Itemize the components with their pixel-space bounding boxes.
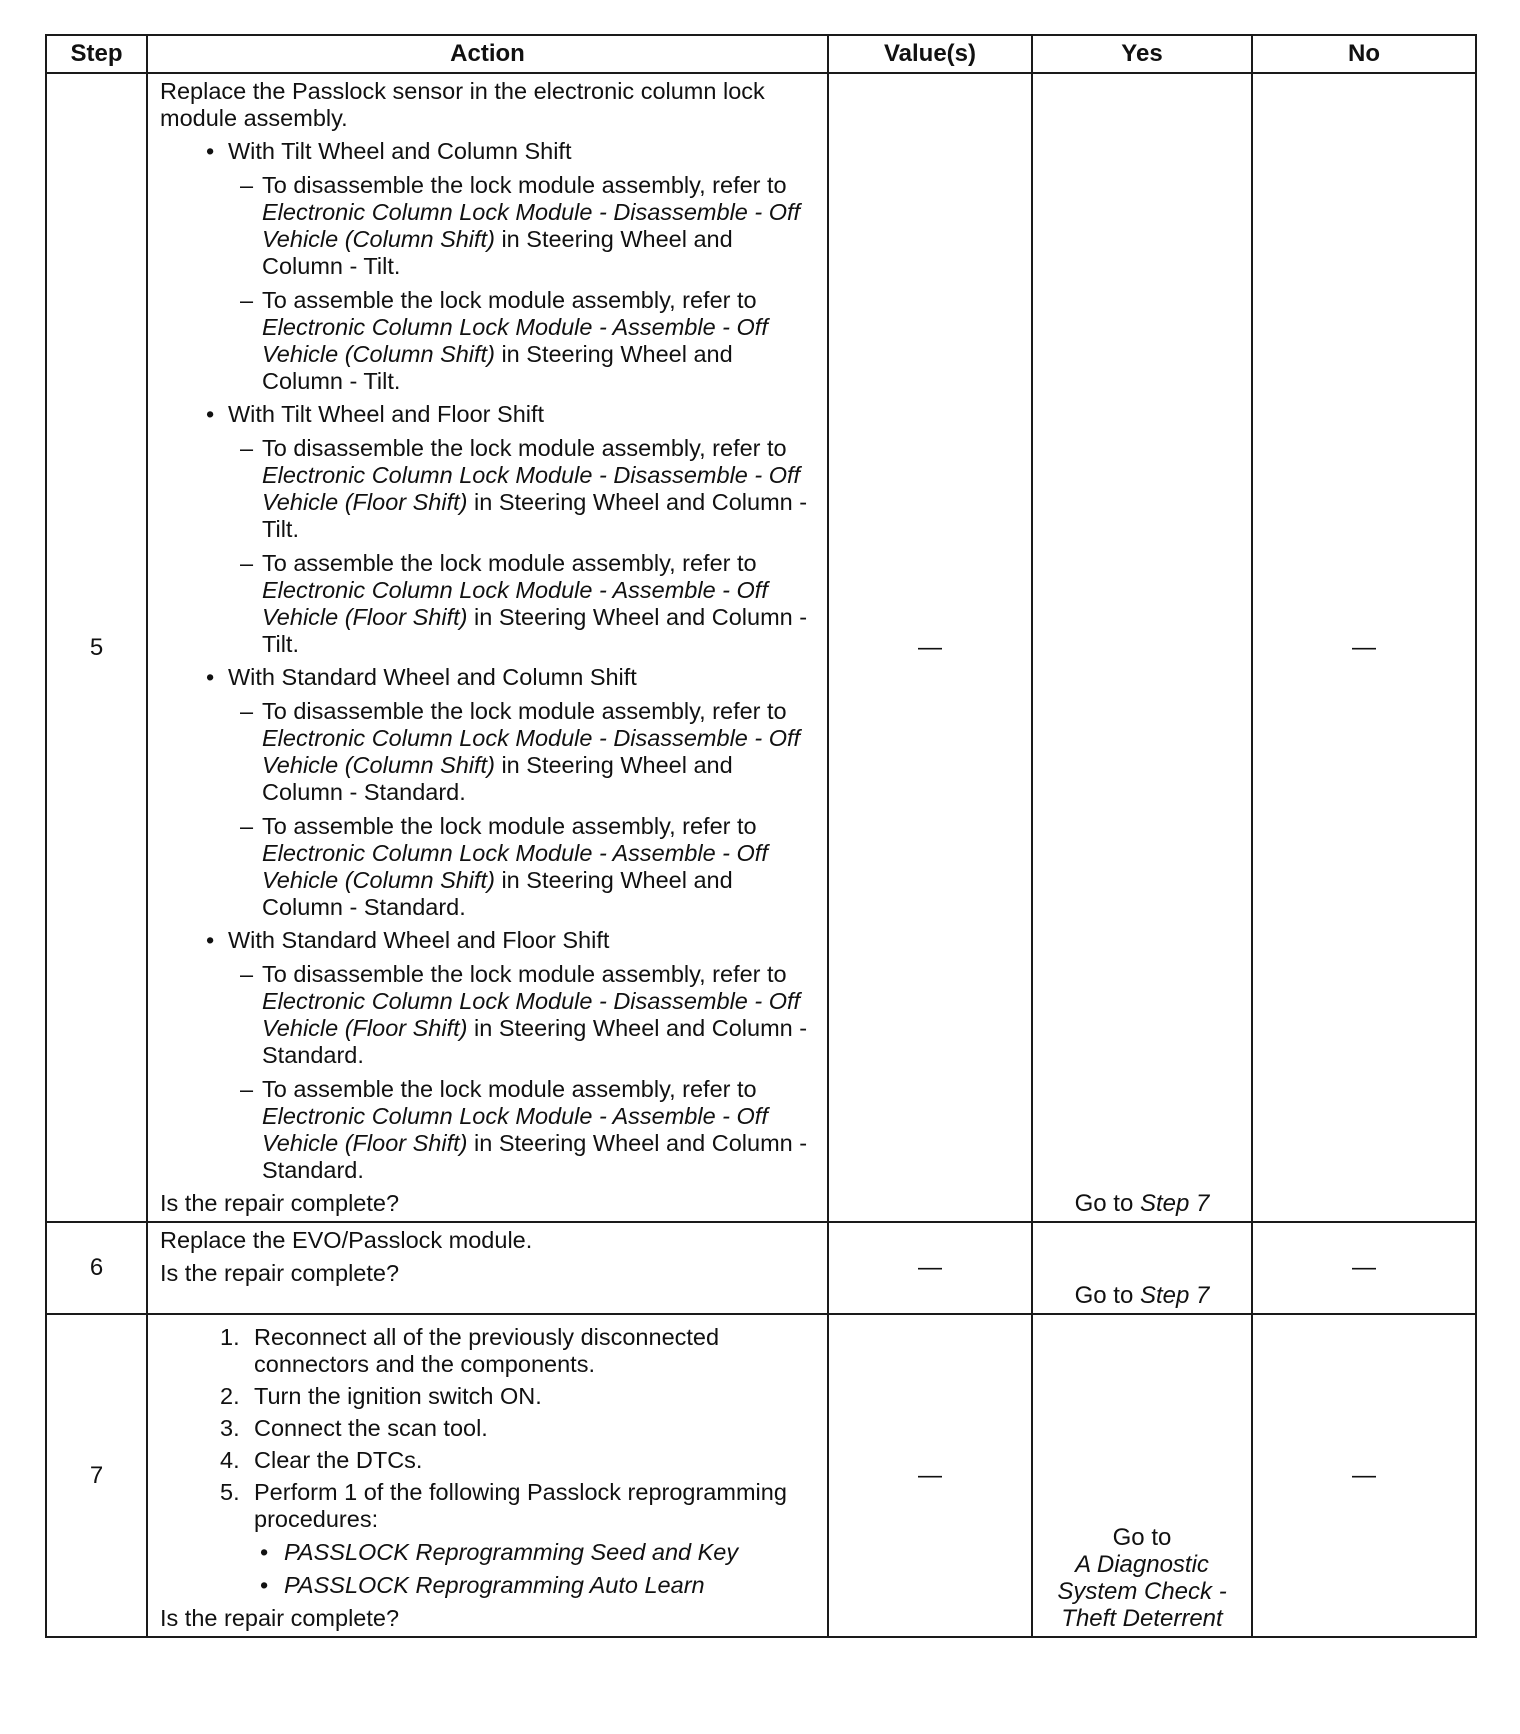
repair-question: Is the repair complete? [160,1605,400,1631]
sub-item: – To assemble the lock module assembly, refer to Electronic Column Lock Module - Assemble - Off Vehicle (Column Shift) in Steering Wheel and Column - Tilt. [240,287,817,395]
header-values: Value(s) [828,35,1032,73]
manual-reference[interactable]: Electronic Column Lock Module - Disassemble - Off Vehicle (Floor Shift) [262,988,801,1041]
repair-question: Is the repair complete? [160,1260,400,1286]
procedure-link[interactable]: PASSLOCK Reprogramming Auto Learn [284,1572,705,1598]
manual-reference[interactable]: Electronic Column Lock Module - Assemble - Off Vehicle (Floor Shift) [262,577,768,630]
action-intro: Replace the Passlock sensor in the electronic column lock module assembly. [160,78,765,131]
header-yes: Yes [1032,35,1252,73]
bullet-item: • With Tilt Wheel and Floor Shift [206,401,817,428]
sub-item: – To disassemble the lock module assembly, refer to Electronic Column Lock Module - Disassemble - Off Vehicle (Column Shift) in Steering Wheel and Column - Tilt. [240,172,817,280]
numbered-step: 2. Turn the ignition switch ON. [220,1383,542,1409]
procedure-item [260,1572,817,1599]
table-row-step-5 [46,73,1476,1222]
header-step: Step [46,35,147,73]
sub-item: – To assemble the lock module assembly, refer to Electronic Column Lock Module - Assemble - Off Vehicle (Floor Shift) in Steering Wheel and Column - Standard. [240,1076,817,1184]
header-no: No [1252,35,1476,73]
sub-item: – To assemble the lock module assembly, refer to Electronic Column Lock Module - Assemble - Off Vehicle (Column Shift) in Steering Wheel and Column - Standard. [240,813,817,921]
diagnostic-table [45,34,1477,1638]
table-row-step-7 [46,1314,1476,1637]
numbered-step: 4. Clear the DTCs. [220,1447,423,1473]
numbered-step: 5. Perform 1 of the following Passlock reprogramming procedures: [220,1479,787,1532]
no-cell: — [1252,1222,1476,1314]
values-cell: — [828,73,1032,1222]
manual-reference[interactable]: Electronic Column Lock Module - Assemble - Off Vehicle (Floor Shift) [262,1103,768,1156]
bullet-item: • With Standard Wheel and Column Shift [206,664,817,691]
manual-reference[interactable]: Electronic Column Lock Module - Disassemble - Off Vehicle (Column Shift) [262,725,801,778]
step-number: 5 [46,73,147,1222]
yes-cell: Go to Step 7 [1032,1222,1252,1314]
numbered-step: 1. Reconnect all of the previously disconnected connectors and the components. [220,1324,720,1377]
yes-cell: Go to Step 7 [1032,73,1252,1222]
yes-goto: Go to [1112,1524,1172,1551]
sub-item: – To assemble the lock module assembly, refer to Electronic Column Lock Module - Assemble - Off Vehicle (Floor Shift) in Steering Wheel and Column - Tilt. [240,550,817,658]
sub-item: – To disassemble the lock module assembly, refer to Electronic Column Lock Module - Disassemble - Off Vehicle (Floor Shift) in Steering Wheel and Column - Standard. [240,961,817,1069]
step-number: 6 [46,1222,147,1314]
no-cell: — [1252,73,1476,1222]
bullet-item: • With Tilt Wheel and Column Shift [206,138,817,165]
action-cell [147,1222,828,1314]
values-cell: — [828,1222,1032,1314]
table-row-step-6 [46,1222,1476,1314]
action-intro: Replace the EVO/Passlock module. [160,1227,533,1253]
manual-reference[interactable]: Electronic Column Lock Module - Disassemble - Off Vehicle (Column Shift) [262,199,801,252]
sub-item: – To disassemble the lock module assembly, refer to Electronic Column Lock Module - Disassemble - Off Vehicle (Column Shift) in Steering Wheel and Column - Standard. [240,698,817,806]
values-cell: — [828,1314,1032,1637]
manual-reference[interactable]: Electronic Column Lock Module - Assemble - Off Vehicle (Column Shift) [262,314,768,367]
procedure-link[interactable]: PASSLOCK Reprogramming Seed and Key [284,1539,739,1565]
manual-reference[interactable]: Electronic Column Lock Module - Assemble - Off Vehicle (Column Shift) [262,840,768,893]
diagnostic-link[interactable]: A Diagnostic System Check - Theft Deterrent [1057,1551,1227,1632]
no-cell: — [1252,1314,1476,1637]
sub-item: – To disassemble the lock module assembly, refer to Electronic Column Lock Module - Disassemble - Off Vehicle (Floor Shift) in Steering Wheel and Column - Tilt. [240,435,817,543]
repair-question: Is the repair complete? [160,1190,400,1216]
manual-reference[interactable]: Electronic Column Lock Module - Disassemble - Off Vehicle (Floor Shift) [262,462,801,515]
procedure-item [260,1539,817,1566]
yes-cell [1032,1314,1252,1637]
header-action: Action [147,35,828,73]
bullet-item: • With Standard Wheel and Floor Shift [206,927,817,954]
numbered-step: 3. Connect the scan tool. [220,1415,488,1441]
step-number: 7 [46,1314,147,1637]
action-cell [147,73,828,1222]
action-cell [147,1314,828,1637]
step-link[interactable]: Step 7 [1139,1190,1210,1217]
step-link[interactable]: Step 7 [1139,1282,1210,1309]
header-row [46,35,1476,73]
